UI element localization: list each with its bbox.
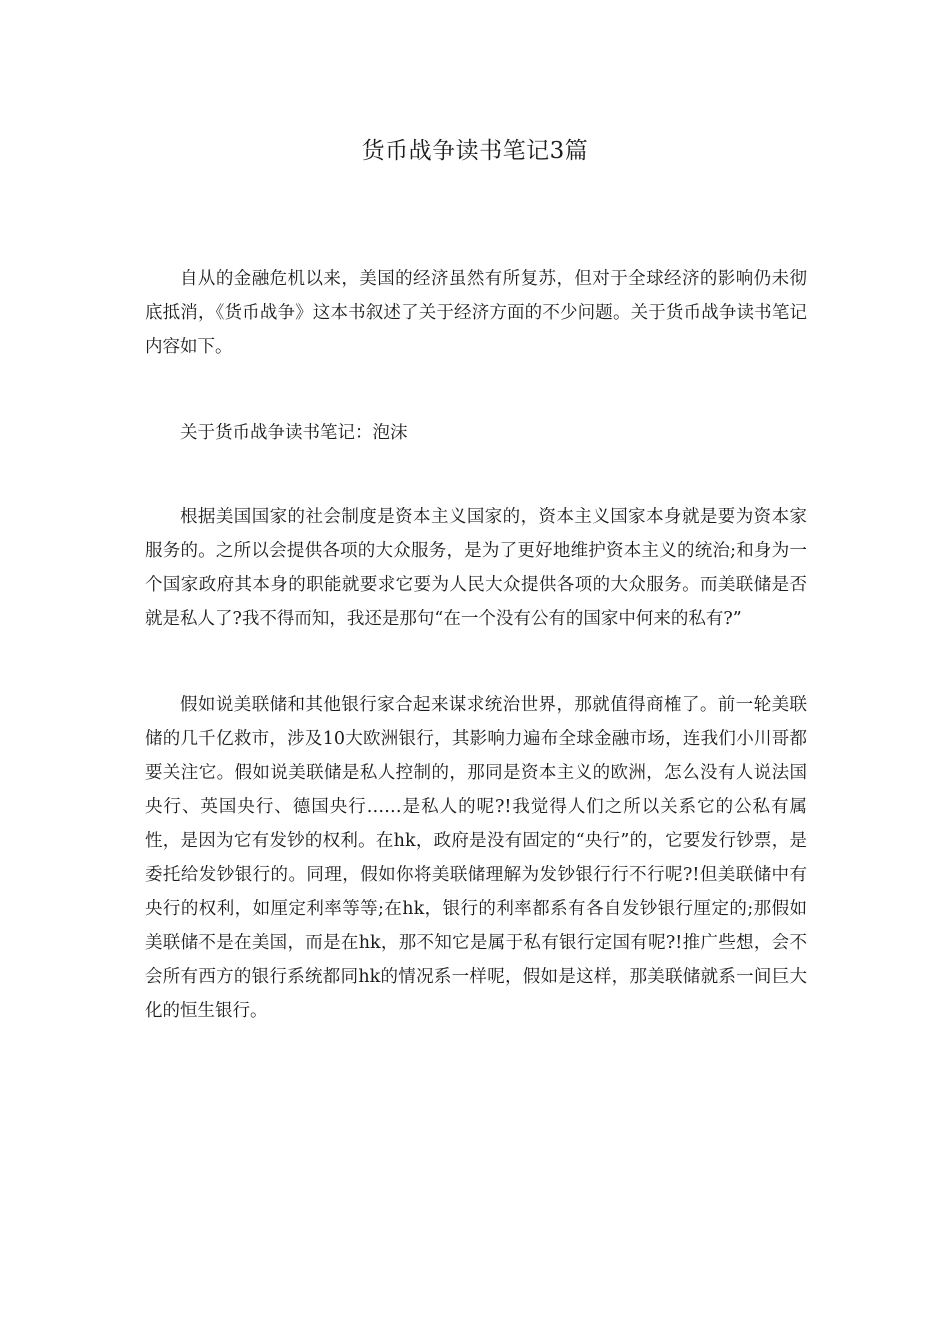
document-body [145,262,807,1028]
body-paragraph: 假如说美联储和其他银行家合起来谋求统治世界，那就值得商榷了。前一轮美联储的几千亿救市，涉及10大欧洲银行，其影响力遍布全球金融市场，连我们小川哥都要关注它。假如说美联储是私人控制的，那同是资本主义的欧洲，怎么没有人说法国央行、英国央行、德国央行……是私人的呢?!我觉得人们之所以关系它的公私有属性，是因为它有发钞的权利。在hk，政府是没有固定的“央行”的，它要发行钞票，是委托给发钞银行的。同理，假如你将美联储理解为发钞银行行不行呢?!但美联储中有央行的权利，如厘定利率等等;在hk，银行的利率都系有各自发钞银行厘定的;那假如美联储不是在美国，而是在hk，那不知它是属于私有银行定国有呢?!推广些想，会不会所有西方的银行系统都同hk的情况系一样呢，假如是这样，那美联储就系一间巨大化的恒生银行。 [145,695,807,1021]
section-heading: 关于货币战争读书笔记：泡沫 [180,423,408,443]
intro-paragraph: 自从的金融危机以来，美国的经济虽然有所复苏，但对于全球经济的影响仍未彻底抵消，《货币战争》这本书叙述了关于经济方面的不少问题。关于货币战争读书笔记内容如下。 [145,269,807,357]
document-title: 货币战争读书笔记3篇 [361,138,589,164]
body-paragraph: 根据美国国家的社会制度是资本主义国家的，资本主义国家本身就是要为资本家服务的。之所以会提供各项的大众服务，是为了更好地维护资本主义的统治;和身为一个国家政府其本身的职能就要求它要为人民大众提供各项的大众服务。而美联储是否就是私人了?我不得而知，我还是那句“在一个没有公有的国家中何来的私有?” [145,507,807,629]
